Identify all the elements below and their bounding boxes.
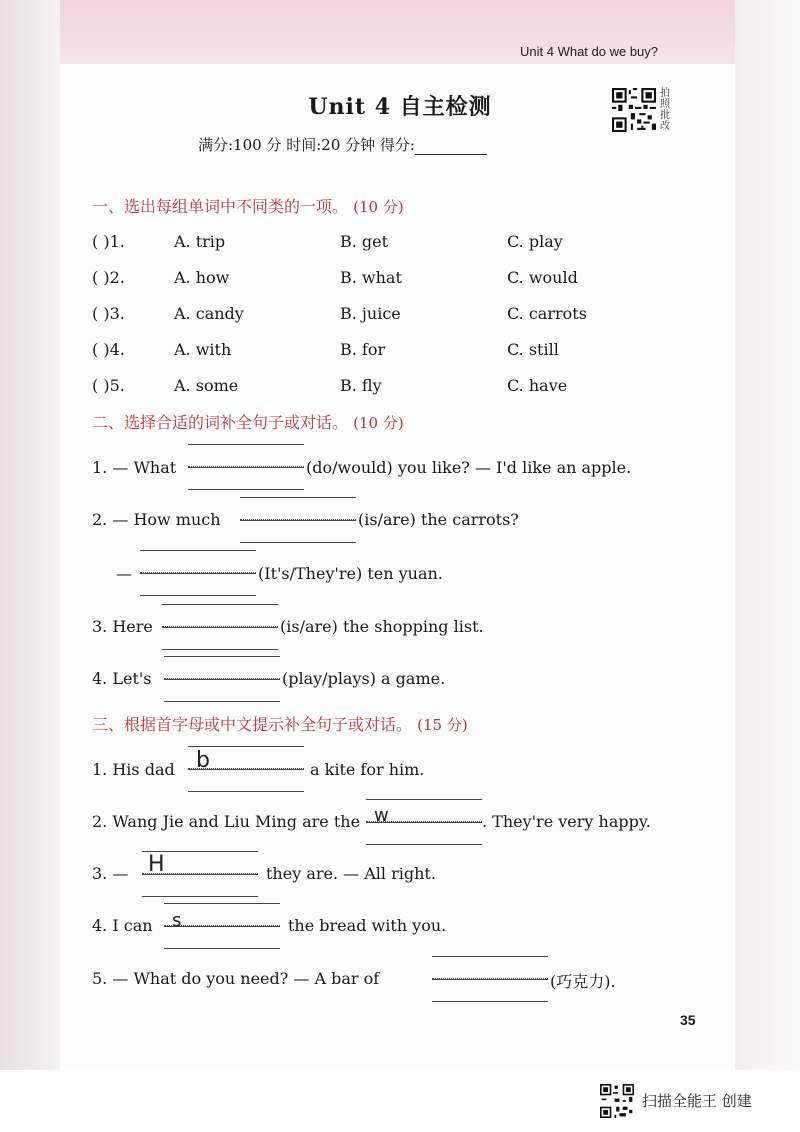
page-number: 35	[680, 1012, 696, 1028]
s2-q4-prefix: 4. Let's	[92, 669, 152, 688]
section1-title-text: 一、选出每组单词中不同类的一项。	[92, 197, 349, 216]
s3-q3-prefix: 3. —	[92, 864, 129, 883]
s3-q1-hint-letter: b	[196, 748, 210, 773]
s3-q4-suffix: the bread with you.	[288, 916, 447, 935]
s1-q2-a: A. how	[174, 268, 230, 287]
qr-code-icon[interactable]	[612, 88, 656, 132]
section2-title	[92, 410, 404, 433]
s2-q1-blank[interactable]	[188, 444, 304, 490]
s2-q1-prefix: 1. — What	[92, 458, 177, 477]
s2-q4-suffix: (play/plays) a game.	[282, 669, 446, 688]
section3-title	[92, 712, 468, 735]
s3-q2-hint-letter: w	[374, 805, 389, 826]
s1-q2-c: C. would	[507, 268, 578, 287]
section1-points: (10 分)	[353, 198, 404, 216]
s1-q3-a: A. candy	[174, 304, 244, 323]
s1-q2-b: B. what	[340, 268, 402, 287]
section2-points: (10 分)	[353, 414, 404, 432]
section1-title	[92, 194, 404, 217]
s2-q2-answer-blank[interactable]	[140, 550, 256, 596]
scanner-qr-icon	[600, 1084, 634, 1118]
s3-q2-suffix: . They're very happy.	[482, 812, 651, 831]
s3-q5-blank[interactable]	[432, 956, 548, 1002]
s2-q2-prefix: 2. — How much	[92, 510, 221, 529]
s2-q3-prefix: 3. Here	[92, 617, 153, 636]
section2-title-text: 二、选择合适的词补全句子或对话。	[92, 413, 349, 432]
s3-q4-hint-letter: s	[172, 910, 182, 931]
s3-q1-suffix: a kite for him.	[310, 760, 425, 779]
s3-q1-prefix: 1. His dad	[92, 760, 175, 779]
s1-q4-c: C. still	[507, 340, 559, 359]
score-info: 满分:100 分 时间:20 分钟 得分:	[198, 136, 415, 154]
s1-q1-c: C. play	[507, 232, 563, 251]
s1-q5-a: A. some	[174, 376, 239, 395]
s2-q2-answer-suffix: (It's/They're) ten yuan.	[258, 564, 443, 583]
s2-q3-suffix: (is/are) the shopping list.	[280, 617, 484, 636]
s2-q2-dash: —	[116, 564, 132, 583]
s1-q3-num[interactable]: ( )3.	[92, 304, 125, 323]
s3-q5-prefix: 5. — What do you need? — A bar of	[92, 969, 380, 988]
scan-left-margin	[0, 0, 60, 1070]
unit-header: Unit 4 What do we buy?	[520, 44, 659, 59]
s1-q5-c: C. have	[507, 376, 568, 395]
s1-q3-b: B. juice	[340, 304, 401, 323]
score-blank[interactable]	[415, 140, 487, 155]
s2-q2-suffix: (is/are) the carrots?	[358, 510, 519, 529]
section3-title-text: 三、根据首字母或中文提示补全句子或对话。	[92, 715, 413, 734]
s1-q4-a: A. with	[174, 340, 232, 359]
s1-q1-a: A. trip	[174, 232, 226, 251]
s2-q1-suffix: (do/would) you like? — I'd like an apple.	[306, 458, 632, 477]
s1-q1-num[interactable]: ( )1.	[92, 232, 125, 251]
s1-q4-b: B. for	[340, 340, 386, 359]
s3-q4-blank[interactable]	[164, 903, 280, 949]
qr-caption: 拍照批改	[660, 88, 670, 132]
s2-q4-blank[interactable]	[164, 656, 280, 702]
s3-q3-hint-letter: H	[148, 852, 165, 877]
s1-q3-c: C. carrots	[507, 304, 587, 323]
s3-q2-prefix: 2. Wang Jie and Liu Ming are the	[92, 812, 361, 831]
s1-q5-num[interactable]: ( )5.	[92, 376, 125, 395]
s1-q1-b: B. get	[340, 232, 389, 251]
s3-q3-suffix: they are. — All right.	[266, 864, 436, 883]
s3-q5-suffix: (巧克力).	[550, 972, 616, 991]
scan-right-margin	[735, 0, 800, 1070]
scanner-watermark: 扫描全能王 创建	[642, 1092, 752, 1110]
s1-q2-num[interactable]: ( )2.	[92, 268, 125, 287]
score-line	[198, 134, 487, 155]
s3-q4-prefix: 4. I can	[92, 916, 153, 935]
s1-q5-b: B. fly	[340, 376, 382, 395]
section3-points: (15 分)	[417, 716, 468, 734]
s2-q3-blank[interactable]	[162, 604, 278, 650]
s1-q4-num[interactable]: ( )4.	[92, 340, 125, 359]
s2-q2-blank[interactable]	[240, 497, 356, 543]
page-title: Unit 4 自主检测	[308, 94, 492, 120]
